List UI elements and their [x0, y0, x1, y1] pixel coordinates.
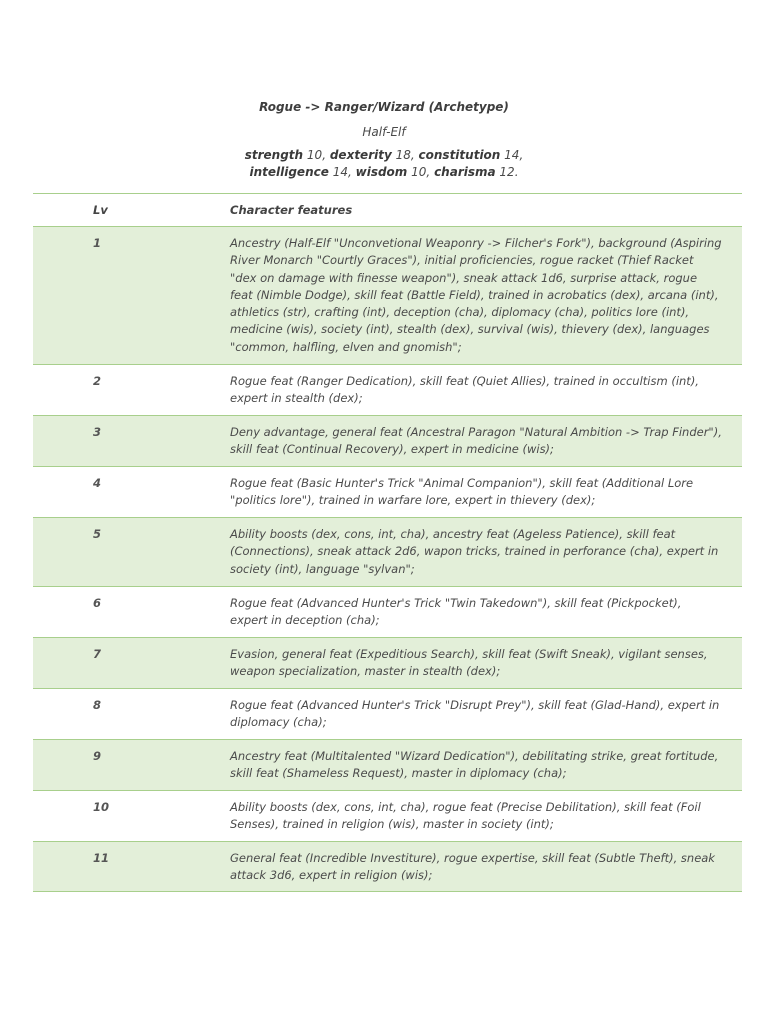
stat-wisdom: wisdom 10,	[355, 165, 431, 179]
level-cell: 6	[93, 596, 102, 610]
table-row	[33, 226, 742, 364]
stat-constitution: constitution 14,	[418, 148, 524, 162]
level-cell: 3	[93, 425, 102, 439]
table-row	[33, 466, 742, 517]
features-cell: Rogue feat (Advanced Hunter's Trick "Twin Takedown"), skill feat (Pickpocket), expert in deception (cha);	[230, 596, 682, 628]
table-row	[33, 739, 742, 790]
features-cell: Evasion, general feat (Expeditious Search), skill feat (Swift Sneak), vigilant senses, weapon specialization, master in stealth (dex);	[230, 647, 708, 679]
features-cell: Rogue feat (Advanced Hunter's Trick "Disrupt Prey"), skill feat (Glad-Hand), expert in diplomacy (cha);	[230, 698, 720, 730]
features-cell: Ancestry (Half-Elf "Unconvetional Weaponry -> Filcher's Fork"), background (Aspiring River Monarch "Courtly Graces"), initial proficiencies, rogue racket (Thief Racket "dex on damage with finesse weapon"), sneak attack 1d6, surprise attack, rogue feat (Nimble Dodge), skill feat (Battle Field), trained in acrobatics (dex), arcana (int), athletics (str), crafting (int), deception (cha), diplomacy (cha), politics lore (int), medicine (wis), society (int), stealth (dex), survival (wis), thievery (dex), languages "common, halfling, elven and gnomish";	[230, 236, 722, 354]
table-row	[33, 364, 742, 415]
table-row	[33, 790, 742, 841]
ability-scores	[0, 147, 768, 181]
features-cell: Ability boosts (dex, cons, int, cha), rogue feat (Precise Debilitation), skill feat (Foil Senses), trained in religion (wis), master in society (int);	[230, 800, 701, 832]
stat-intelligence: intelligence 14,	[249, 165, 352, 179]
document-title: Rogue -> Ranger/Wizard (Archetype)	[259, 100, 509, 114]
features-cell: Rogue feat (Ranger Dedication), skill feat (Quiet Allies), trained in occultism (int), expert in stealth (dex);	[230, 374, 699, 406]
level-cell: 1	[93, 236, 102, 250]
column-header-features: Character features	[230, 203, 353, 217]
table-row	[33, 841, 742, 892]
features-cell: Ancestry feat (Multitalented "Wizard Dedication"), debilitating strike, great fortitude, skill feat (Shameless Request), master in diplomacy (cha);	[230, 749, 719, 781]
table-header-row	[33, 193, 742, 226]
column-header-level: Lv	[93, 203, 108, 217]
features-cell: Ability boosts (dex, cons, int, cha), ancestry feat (Ageless Patience), skill feat (Connections), sneak attack 2d6, wapon tricks, trained in perforance (cha), expert in society (int), language "sylvan";	[230, 527, 719, 576]
table-row	[33, 517, 742, 586]
table-row	[33, 688, 742, 739]
features-cell: Deny advantage, general feat (Ancestral Paragon "Natural Ambition -> Trap Finder"), skill feat (Continual Recovery), expert in medicine (wis);	[230, 425, 722, 457]
stat-dexterity: dexterity 18,	[329, 148, 415, 162]
table-row	[33, 637, 742, 688]
level-cell: 4	[93, 476, 102, 490]
level-cell: 8	[93, 698, 102, 712]
level-cell: 5	[93, 527, 102, 541]
level-cell: 9	[93, 749, 102, 763]
features-cell: General feat (Incredible Investiture), rogue expertise, skill feat (Subtle Theft), sneak attack 3d6, expert in religion (wis);	[230, 851, 715, 883]
document-header	[0, 97, 768, 181]
level-progression-table	[33, 193, 742, 892]
level-cell: 2	[93, 374, 102, 388]
level-cell: 10	[93, 800, 110, 814]
stat-charisma: charisma 12.	[434, 165, 519, 179]
level-cell: 7	[93, 647, 102, 661]
table-row	[33, 586, 742, 637]
ancestry-label: Half-Elf	[362, 125, 406, 139]
table-row	[33, 415, 742, 466]
level-cell: 11	[93, 851, 110, 865]
features-cell: Rogue feat (Basic Hunter's Trick "Animal Companion"), skill feat (Additional Lore "politics lore"), trained in warfare lore, expert in thievery (dex);	[230, 476, 694, 508]
stat-strength: strength 10,	[244, 148, 327, 162]
